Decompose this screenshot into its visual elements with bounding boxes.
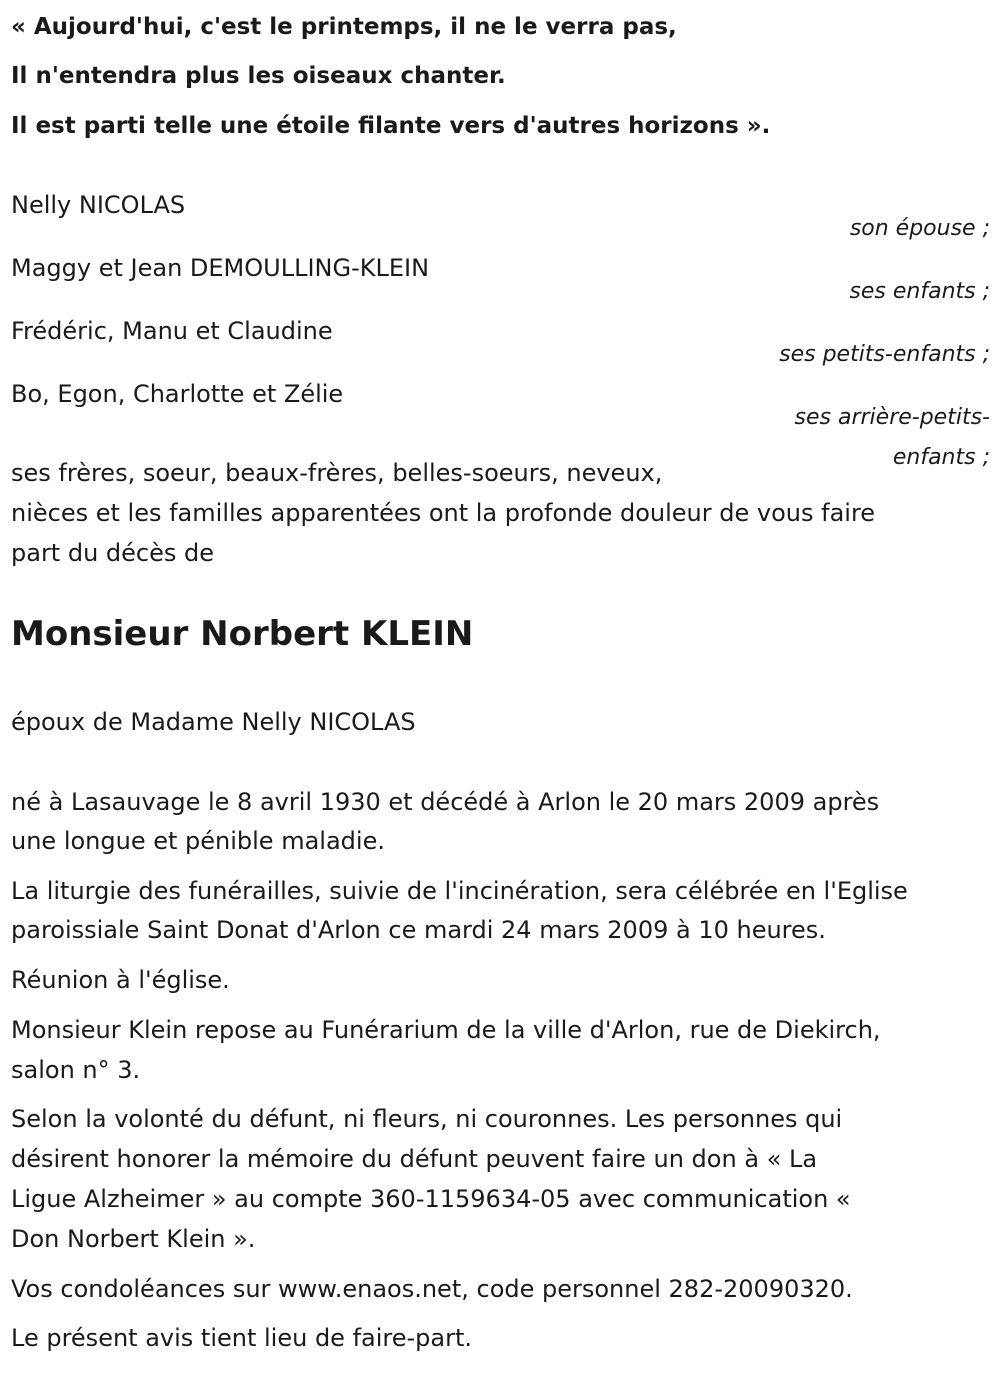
family-name-children: Maggy et Jean DEMOULLING-KLEIN [11, 254, 430, 282]
birth-death-line-2: une longue et pénible maladie. [11, 827, 385, 855]
flowers-line-4: Don Norbert Klein ». [11, 1225, 256, 1253]
spouse-line: époux de Madame Nelly NICOLAS [11, 708, 416, 736]
family-role-great-grandchildren-2: enfants ; [892, 445, 990, 470]
family-name-spouse: Nelly NICOLAS [11, 191, 186, 219]
quote-line-1: « Aujourd'hui, c'est le printemps, il ne le verra pas, [11, 14, 677, 40]
quote-line-3: Il est parti telle une étoile filante vers d'autres horizons ». [11, 113, 771, 139]
rest-line-1: Monsieur Klein repose au Funérarium de la ville d'Arlon, rue de Diekirch, [11, 1016, 881, 1044]
deceased-name: Monsieur Norbert KLEIN [11, 614, 474, 654]
announcement-line-1: ses frères, soeur, beaux-frères, belles-soeurs, neveux, [11, 459, 663, 487]
announcement-line-2: nièces et les familles apparentées ont la profonde douleur de vous faire [11, 499, 876, 527]
family-name-great-grandchildren: Bo, Egon, Charlotte et Zélie [11, 380, 344, 408]
family-name-grandchildren: Frédéric, Manu et Claudine [11, 317, 333, 345]
flowers-line-2: désirent honorer la mémoire du défunt peuvent faire un don à « La [11, 1145, 818, 1173]
condolences-line: Vos condoléances sur www.enaos.net, code personnel 282-20090320. [11, 1275, 853, 1303]
family-role-grandchildren: ses petits-enfants ; [779, 342, 990, 367]
flowers-line-1: Selon la volonté du défunt, ni fleurs, ni couronnes. Les personnes qui [11, 1105, 843, 1133]
notice-line: Le présent avis tient lieu de faire-part. [11, 1324, 473, 1352]
birth-death-line-1: né à Lasauvage le 8 avril 1930 et décédé à Arlon le 20 mars 2009 après [11, 788, 880, 816]
rest-line-2: salon n° 3. [11, 1056, 141, 1084]
liturgy-line-2: paroissiale Saint Donat d'Arlon ce mardi 24 mars 2009 à 10 heures. [11, 916, 826, 944]
reunion-line: Réunion à l'église. [11, 966, 230, 994]
announcement-line-3: part du décès de [11, 539, 215, 567]
liturgy-line-1: La liturgie des funérailles, suivie de l'incinération, sera célébrée en l'Eglise [11, 877, 908, 905]
family-role-great-grandchildren-1: ses arrière-petits- [794, 405, 990, 430]
family-role-children: ses enfants ; [849, 279, 990, 304]
family-role-spouse: son épouse ; [849, 216, 990, 241]
flowers-line-3: Ligue Alzheimer » au compte 360-1159634-05 avec communication « [11, 1185, 851, 1213]
quote-line-2: Il n'entendra plus les oiseaux chanter. [11, 63, 506, 89]
